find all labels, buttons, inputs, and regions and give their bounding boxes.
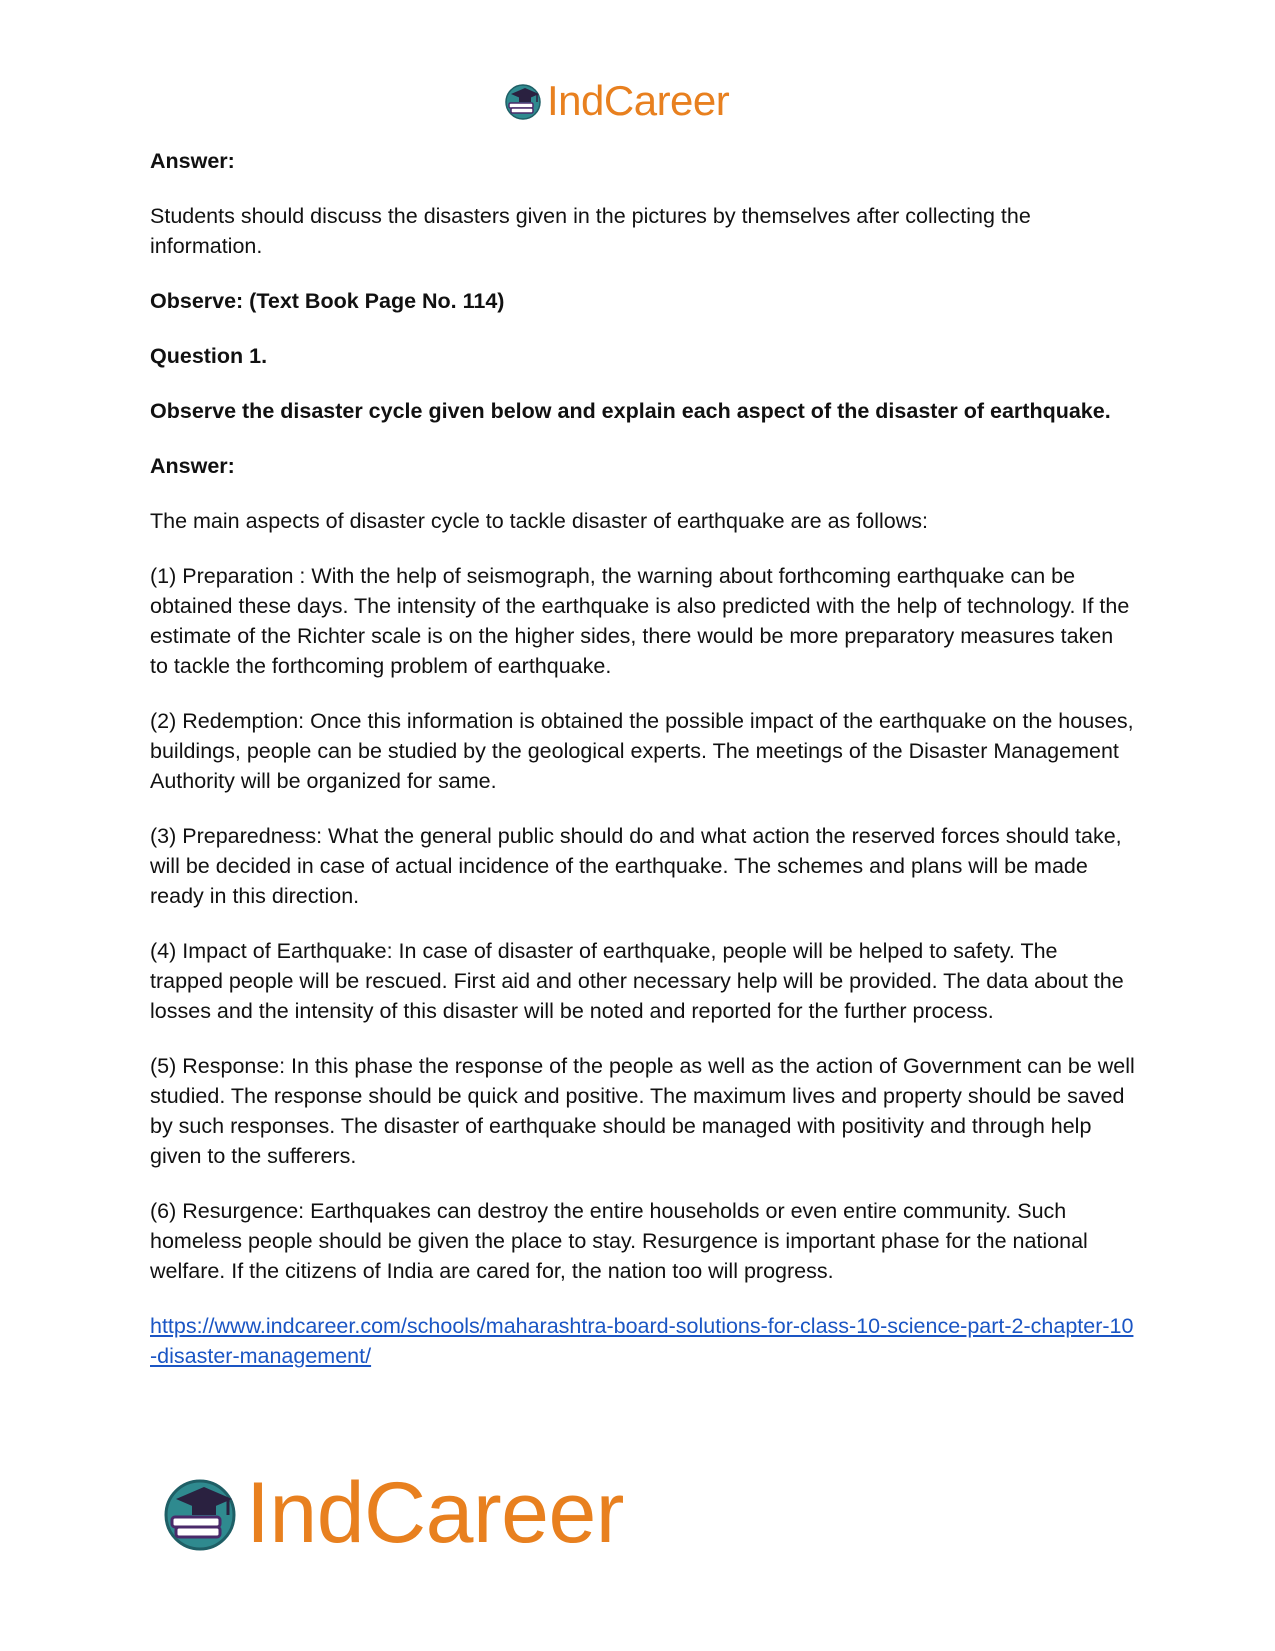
- link-paragraph: [150, 1311, 1135, 1371]
- graduation-cap-book-globe-icon: [160, 1473, 240, 1553]
- paragraph: (4) Impact of Earthquake: In case of disaster of earthquake, people will be helped to safety. The trapped people will be rescued. First aid and other necessary help will be provided. The data about the losses and the intensity of this disaster will be noted and reported for the further process.: [150, 939, 1124, 1023]
- paragraph: (3) Preparedness: What the general public should do and what action the reserved forces should take, will be decided in case of actual incidence of the earthquake. The schemes and plans will be made ready in this direction.: [150, 824, 1122, 908]
- paragraph: (1) Preparation : With the help of seismograph, the warning about forthcoming earthquake can be obtained these days. The intensity of the earthquake is also predicted with the help of technology. If the estimate of the Richter scale is on the higher sides, there would be more preparatory measures taken to tackle the forthcoming problem of earthquake.: [150, 564, 1130, 678]
- bold-paragraph: Answer:: [150, 454, 235, 478]
- paragraph: (6) Resurgence: Earthquakes can destroy the entire households or even entire community. Such homeless people should be given the place to stay. Resurgence is important phase for the national welfare. If the citizens of India are cared for, the nation too will progress.: [150, 1199, 1088, 1283]
- bold-paragraph: Observe: (Text Book Page No. 114): [150, 289, 505, 313]
- paragraph: The main aspects of disaster cycle to tackle disaster of earthquake are as follows:: [150, 509, 928, 533]
- paragraph: Students should discuss the disasters given in the pictures by themselves after collecting the information.: [150, 204, 1031, 258]
- paragraph: (5) Response: In this phase the response of the people as well as the action of Government can be well studied. The response should be quick and positive. The maximum lives and property should be saved by such responses. The disaster of earthquake should be managed with positivity and through help given to the sufferers.: [150, 1054, 1135, 1168]
- bold-paragraph: Question 1.: [150, 344, 268, 368]
- footer-logo: [160, 1465, 624, 1561]
- source-link[interactable]: https://www.indcareer.com/schools/maharashtra-board-solutions-for-class-10-science-part-2-chapter-10-disaster-management/: [150, 1314, 1134, 1368]
- header-logo: [503, 77, 730, 124]
- graduation-cap-book-globe-icon: [503, 81, 543, 121]
- logo-wordmark: IndCareer: [246, 1465, 624, 1561]
- document-body: [150, 146, 1135, 1396]
- bold-paragraph: Observe the disaster cycle given below and explain each aspect of the disaster of earthquake.: [150, 399, 1111, 423]
- paragraph: (2) Redemption: Once this information is obtained the possible impact of the earthquake on the houses, buildings, people can be studied by the geological experts. The meetings of the Disaster Management Authority will be organized for same.: [150, 709, 1134, 793]
- logo-wordmark: IndCareer: [547, 77, 730, 124]
- bold-paragraph: Answer:: [150, 149, 235, 173]
